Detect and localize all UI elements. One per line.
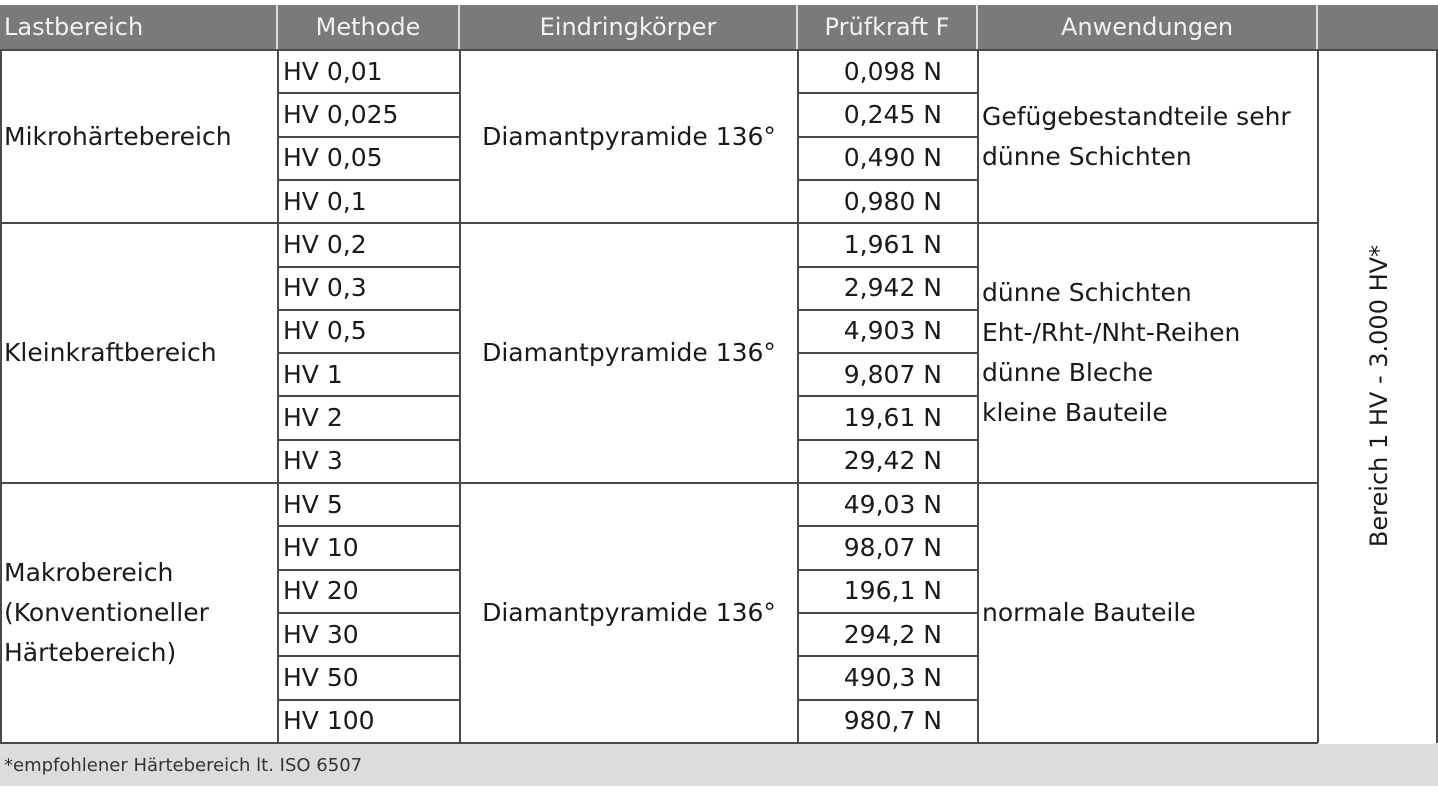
header-lastbereich: Lastbereich xyxy=(0,5,278,49)
header-anwendungen: Anwendungen xyxy=(978,5,1318,49)
method-cell: HV 0,2 xyxy=(283,229,367,259)
force-cell: 980,7 N xyxy=(843,706,942,736)
method-cell: HV 2 xyxy=(283,403,343,433)
method-cell: HV 0,5 xyxy=(283,316,367,346)
force-cell: 49,03 N xyxy=(843,489,942,519)
footnote: *empfohlener Härtebereich lt. ISO 6507 xyxy=(0,744,1438,786)
method-cell: HV 20 xyxy=(283,576,359,606)
force-cell: 294,2 N xyxy=(843,619,942,649)
force-cell: 98,07 N xyxy=(843,532,942,562)
method-cell: HV 0,3 xyxy=(283,273,367,303)
row-divider xyxy=(278,699,460,701)
force-cell: 4,903 N xyxy=(843,316,942,346)
header-pruefkraft: Prüfkraft F xyxy=(798,5,978,49)
row-divider xyxy=(798,179,978,181)
range-cell xyxy=(0,50,278,223)
application-line: dünne Schichten xyxy=(982,278,1192,308)
force-cell: 490,3 N xyxy=(843,662,942,692)
row-divider xyxy=(0,482,1318,484)
row-divider xyxy=(798,92,978,94)
force-cell: 9,807 N xyxy=(843,359,942,389)
row-divider xyxy=(0,222,1318,224)
row-divider xyxy=(278,136,460,138)
row-divider xyxy=(278,525,460,527)
force-cell: 0,245 N xyxy=(843,99,942,129)
row-divider xyxy=(278,439,460,441)
row-divider xyxy=(798,525,978,527)
method-cell: HV 0,05 xyxy=(283,143,383,173)
row-divider xyxy=(798,439,978,441)
range-cell xyxy=(0,223,278,483)
method-cell: HV 1 xyxy=(283,359,343,389)
range-label-line: Makrobereich xyxy=(4,557,174,587)
application-line: Eht-/Rht-/Nht-Reihen xyxy=(982,318,1241,348)
row-divider xyxy=(278,352,460,354)
row-divider xyxy=(798,395,978,397)
method-cell: HV 10 xyxy=(283,532,359,562)
application-line: kleine Bauteile xyxy=(982,398,1168,428)
range-cell xyxy=(0,483,278,743)
method-cell: HV 5 xyxy=(283,489,343,519)
row-divider xyxy=(798,699,978,701)
column-divider xyxy=(459,50,461,743)
force-cell: 0,490 N xyxy=(843,143,942,173)
header-methode: Methode xyxy=(278,5,460,49)
range-label-line: Kleinkraftbereich xyxy=(4,338,217,368)
force-cell: 2,942 N xyxy=(843,273,942,303)
column-divider xyxy=(277,50,279,743)
method-cell: HV 100 xyxy=(283,706,375,736)
row-divider xyxy=(798,612,978,614)
force-cell: 29,42 N xyxy=(843,446,942,476)
force-cell: 196,1 N xyxy=(843,576,942,606)
vertical-range-label: Bereich 1 HV - 3.000 HV* xyxy=(1365,244,1393,548)
indenter-cell: Diamantpyramide 136° xyxy=(482,597,776,627)
range-label-line: Mikrohärtebereich xyxy=(4,121,232,151)
column-divider xyxy=(0,50,2,743)
row-divider xyxy=(278,92,460,94)
row-divider xyxy=(798,136,978,138)
column-divider xyxy=(797,50,799,743)
row-divider xyxy=(278,612,460,614)
method-cell: HV 30 xyxy=(283,619,359,649)
range-label-line: (Konventioneller xyxy=(4,597,209,627)
indenter-cell: Diamantpyramide 136° xyxy=(482,338,776,368)
row-divider xyxy=(798,655,978,657)
applications-cell xyxy=(978,223,1318,483)
column-divider xyxy=(1317,50,1319,743)
row-divider xyxy=(0,49,1438,51)
row-divider xyxy=(278,309,460,311)
method-cell: HV 0,01 xyxy=(283,56,383,86)
row-divider xyxy=(798,266,978,268)
row-divider xyxy=(278,179,460,181)
force-cell: 0,980 N xyxy=(843,186,942,216)
header-eindringkoerper: Eindringkörper xyxy=(460,5,798,49)
application-line: normale Bauteile xyxy=(982,597,1196,627)
row-divider xyxy=(278,569,460,571)
vertical-range-cell xyxy=(1320,50,1438,742)
force-cell: 0,098 N xyxy=(843,56,942,86)
range-label-line: Härtebereich) xyxy=(4,637,177,667)
indenter-cell: Diamantpyramide 136° xyxy=(482,121,776,151)
row-divider xyxy=(798,309,978,311)
force-cell: 1,961 N xyxy=(843,229,942,259)
row-divider xyxy=(798,352,978,354)
header-blank xyxy=(1318,5,1438,49)
applications-cell xyxy=(978,50,1318,223)
method-cell: HV 50 xyxy=(283,662,359,692)
application-line: Gefügebestandteile sehr xyxy=(982,101,1291,131)
application-line: dünne Bleche xyxy=(982,358,1154,388)
method-cell: HV 0,025 xyxy=(283,99,399,129)
application-line: dünne Schichten xyxy=(982,141,1192,171)
force-cell: 19,61 N xyxy=(843,403,942,433)
column-divider xyxy=(977,50,979,743)
method-cell: HV 0,1 xyxy=(283,186,367,216)
row-divider xyxy=(278,655,460,657)
applications-cell xyxy=(978,483,1318,743)
row-divider xyxy=(278,395,460,397)
row-divider xyxy=(798,569,978,571)
row-divider xyxy=(278,266,460,268)
method-cell: HV 3 xyxy=(283,446,343,476)
